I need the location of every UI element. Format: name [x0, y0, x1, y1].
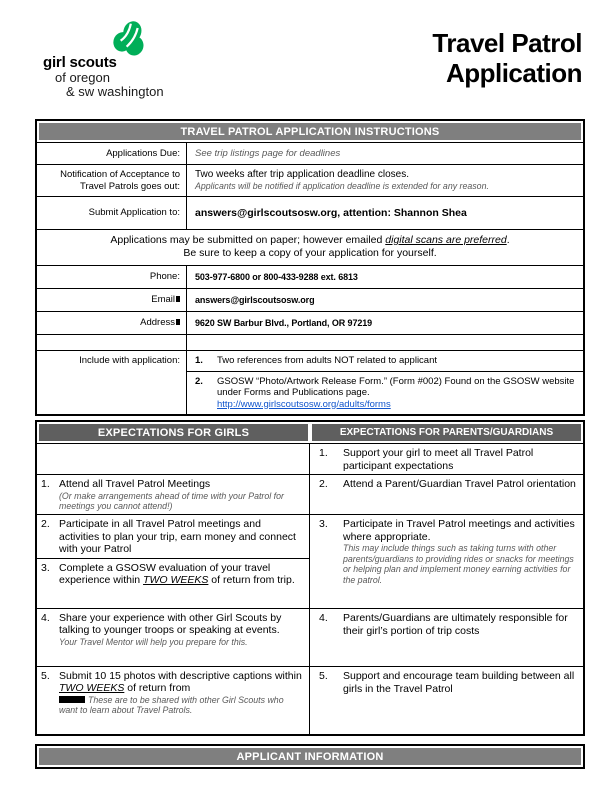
expectations-table: [35, 420, 585, 736]
redaction-box: [59, 696, 85, 703]
girls-expectations-column: [37, 444, 310, 734]
parents-item-4: [310, 608, 583, 666]
submit-application-row: [37, 196, 583, 229]
empty-row: [37, 334, 583, 350]
parents-item-5: [310, 666, 583, 734]
parents-item-3-text: Participate in Travel Patrol meetings and activities where appropriate.: [343, 518, 575, 543]
applications-due-value: See trip listings page for deadlines: [195, 147, 341, 159]
parents-item-2: [310, 474, 583, 514]
include-label: Include with application:: [37, 351, 187, 414]
phone-label: Phone:: [149, 271, 180, 283]
applicant-information-header-bar: APPLICANT INFORMATION: [39, 748, 581, 765]
girls-item-3-post: of return from trip.: [208, 574, 295, 586]
parents-item-4-number: 4.: [319, 612, 328, 624]
logo-name: girl scouts: [43, 54, 117, 71]
girls-item-2: [37, 514, 309, 558]
submission-note-post: .: [506, 234, 510, 246]
girls-empty-cell: [37, 444, 309, 474]
parents-item-1: [310, 444, 583, 474]
email-label: Email: [151, 294, 175, 306]
girl-scouts-trefoil-icon: [113, 20, 147, 58]
girls-item-1-number: 1.: [41, 478, 50, 490]
girls-item-4-number: 4.: [41, 611, 50, 624]
submit-application-value: answers@girlscoutsosw.org, attention: Shannon Shea: [195, 207, 467, 219]
girls-item-1-note: (Or make arrangements ahead of time with your Patrol for meetings you cannot attend!): [59, 490, 284, 511]
girls-item-3-pre: Complete a GSOSW evaluation of your travel experience within: [59, 561, 271, 586]
submission-note-emphasis: digital scans are preferred: [385, 234, 507, 246]
notification-label: Notification of Acceptance to Travel Patrols goes out:: [37, 165, 187, 196]
expectations-girls-header-bar: EXPECTATIONS FOR GIRLS: [39, 424, 308, 441]
black-square-artifact: [176, 296, 180, 302]
girls-item-5-pre: Submit 10 15 photos with descriptive captions within: [59, 669, 302, 682]
girls-item-5-note: These are to be shared with other Girl Scouts who want to learn about Travel Patrols.: [59, 694, 284, 715]
girls-item-3-number: 3.: [41, 561, 50, 574]
notification-note: Applicants will be notified if application deadline is extended for any reason.: [195, 181, 489, 192]
forms-page-link[interactable]: http://www.girlscoutsosw.org/adults/forms: [217, 398, 391, 410]
girls-item-5-emphasis: TWO WEEKS: [59, 682, 125, 694]
submit-application-label: Submit Application to:: [37, 197, 187, 229]
submission-note-pre: Applications may be submitted on paper; however emailed: [110, 234, 386, 246]
document-title: [432, 28, 582, 88]
include-item-2-number: 2.: [195, 375, 203, 387]
expectations-parents-header-bar: EXPECTATIONS FOR PARENTS/GUARDIANS: [312, 424, 581, 441]
include-item-1-text: Two references from adults NOT related to applicant: [217, 355, 438, 366]
girls-item-4-note: Your Travel Mentor will help you prepare for this.: [59, 636, 248, 647]
parents-item-3-number: 3.: [319, 518, 328, 530]
email-value: answers@girlscoutsosw.org: [195, 295, 315, 305]
include-item-1-number: 1.: [195, 355, 203, 366]
include-with-application-row: [37, 350, 583, 414]
parents-item-3-note: This may include things such as taking turns with other parents/guardians to providing rides or snacks for meetings or helping plan and implement money earning activities for the patrol.: [343, 543, 574, 585]
girls-item-4-text: Share your experience with other Girl Scouts by talking to younger troops or speaking at events.: [59, 611, 282, 636]
notification-value: Two weeks after trip application deadline closes.: [195, 169, 410, 181]
include-item-2-text: GSOSW “Photo/Artwork Release Form.” (Form #002) Found on the GSOSW website under Forms and Publications page.: [217, 375, 575, 398]
girls-item-2-text: Participate in all Travel Patrol meetings and activities to plan your trip, earn money and connect with your Patrol: [59, 518, 296, 555]
girls-item-5-number: 5.: [41, 669, 50, 682]
girls-item-1-text: Attend all Travel Patrol Meetings: [59, 478, 211, 490]
parents-item-1-text: Support your girl to meet all Travel Patrol participant expectations: [343, 447, 534, 472]
email-row: [37, 288, 583, 311]
black-square-artifact: [176, 319, 180, 325]
include-item-2: [187, 371, 583, 415]
include-item-1: [187, 351, 583, 371]
applications-due-row: [37, 142, 583, 164]
parents-item-5-text: Support and encourage team building between all girls in the Travel Patrol: [343, 670, 575, 695]
girls-item-5: [37, 666, 309, 734]
org-logo: [35, 20, 205, 98]
instructions-header-bar: TRAVEL PATROL APPLICATION INSTRUCTIONS: [39, 123, 581, 140]
address-label: Address: [140, 317, 175, 329]
logo-region-line1: of oregon: [55, 70, 110, 85]
notification-row: [37, 164, 583, 196]
girls-item-3: [37, 558, 309, 608]
girls-item-4: [37, 608, 309, 666]
girls-item-1: [37, 474, 309, 514]
girls-item-3-emphasis: TWO WEEKS: [143, 574, 209, 586]
parents-item-5-number: 5.: [319, 670, 328, 682]
phone-row: [37, 265, 583, 288]
submission-note: [37, 229, 583, 265]
parents-item-2-number: 2.: [319, 478, 328, 490]
address-row: [37, 311, 583, 334]
parents-expectations-column: [310, 444, 583, 734]
instructions-table: [35, 119, 585, 416]
logo-region-line2: & sw washington: [66, 84, 164, 99]
applications-due-label: Applications Due:: [37, 143, 187, 164]
parents-item-3: [310, 514, 583, 608]
document-title-line1: Travel Patrol: [432, 28, 582, 58]
submission-note-line2: Be sure to keep a copy of your application for yourself.: [183, 247, 437, 259]
parents-item-4-text: Parents/Guardians are ultimately responsible for their girl’s portion of trip costs: [343, 612, 568, 637]
girls-item-5-post: of return from: [124, 682, 191, 694]
girls-item-2-number: 2.: [41, 518, 50, 530]
phone-value: 503-977-6800 or 800-433-9288 ext. 6813: [195, 272, 358, 282]
document-title-line2: Application: [445, 58, 582, 88]
applicant-information-table: [35, 744, 585, 769]
address-value: 9620 SW Barbur Blvd., Portland, OR 97219: [195, 318, 373, 328]
parents-item-2-text: Attend a Parent/Guardian Travel Patrol orientation: [343, 478, 576, 490]
parents-item-1-number: 1.: [319, 447, 328, 459]
